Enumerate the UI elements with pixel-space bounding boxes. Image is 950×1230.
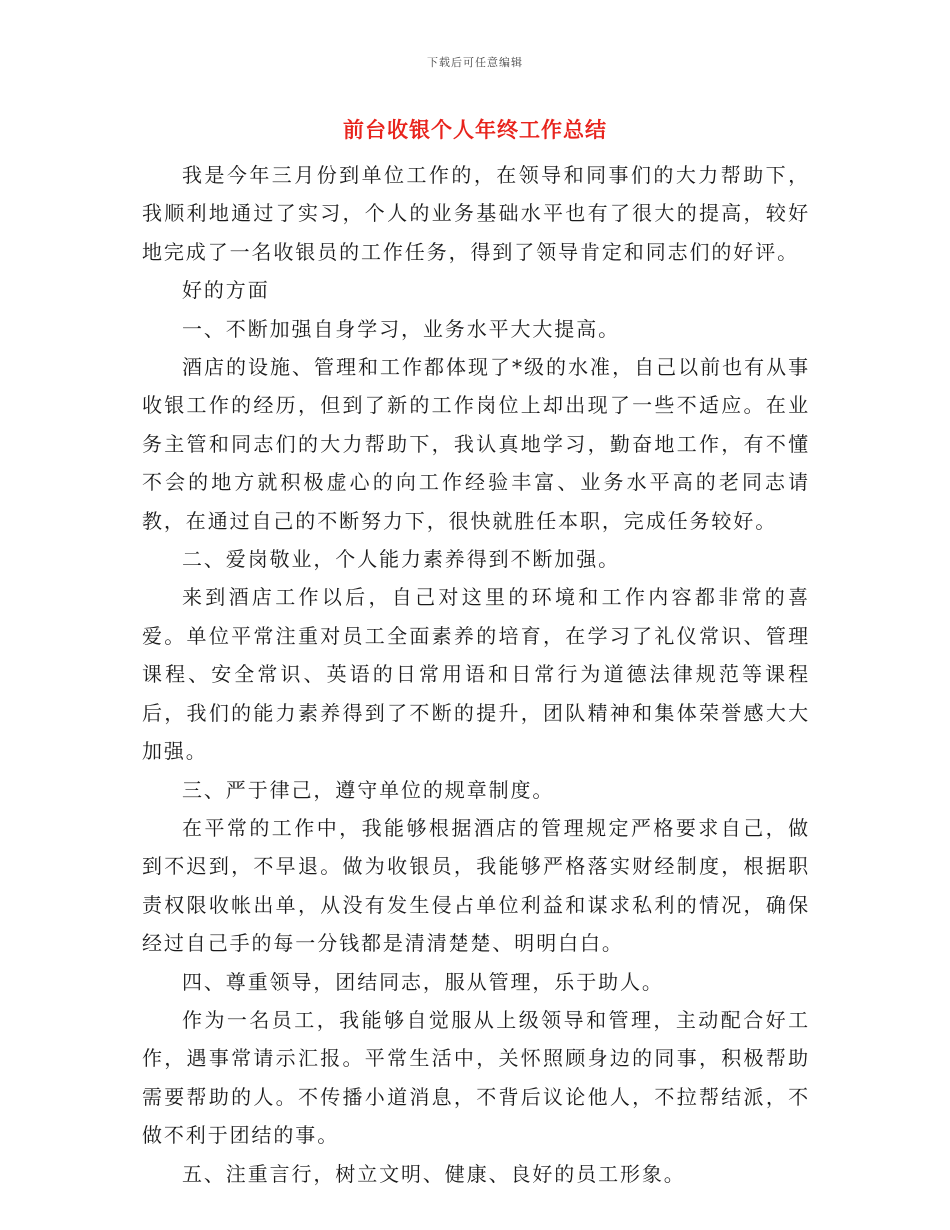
document-title: 前台收银个人年终工作总结 (343, 117, 607, 142)
page-header-note: 下载后可任意编辑 (427, 56, 523, 69)
section-heading-good-aspects: 好的方面 (182, 278, 270, 303)
item-heading-1: 一、不断加强自身学习，业务水平大大提高。 (182, 316, 620, 341)
item-heading-4: 四、尊重领导，团结同志，服从管理，乐于助人。 (182, 969, 664, 994)
item-heading-5: 五、注重言行，树立文明、健康、良好的员工形象。 (182, 1161, 686, 1186)
item-heading-3: 三、严于律己，遵守单位的规章制度。 (182, 777, 555, 802)
item-heading-2: 二、爱岗敬业，个人能力素养得到不断加强。 (182, 547, 620, 572)
paragraph-2: 来到酒店工作以后，自己对这里的环境和工作内容都非常的喜爱。单位平常注重对员工全面素养的培育，在学习了礼仪常识、管理课程、安全常识、英语的日常用语和日常行为道德法律规范等课程后，我们的能力素养得到了不断的提升，团队精神和集体荣誉感大大加强。 (142, 585, 810, 764)
paragraph-4: 作为一名员工，我能够自觉服从上级领导和管理，主动配合好工作，遇事常请示汇报。平常生活中，关怀照顾身边的同事，积极帮助需要帮助的人。不传播小道消息，不背后议论他人，不拉帮结派，不做不利于团结的事。 (142, 1007, 810, 1148)
document-body (142, 156, 810, 1193)
paragraph-1: 酒店的设施、管理和工作都体现了*级的水准，自己以前也有从事收银工作的经历，但到了新的工作岗位上却出现了一些不适应。在业务主管和同志们的大力帮助下，我认真地学习，勤奋地工作，有不懂不会的地方就积极虚心的向工作经验丰富、业务水平高的老同志请教，在通过自己的不断努力下，很快就胜任本职，完成任务较好。 (142, 355, 810, 533)
paragraph-3: 在平常的工作中，我能够根据酒店的管理规定严格要求自己，做到不迟到，不早退。做为收银员，我能够严格落实财经制度，根据职责权限收帐出单，从没有发生侵占单位利益和谋求私利的情况，确保经过自己手的每一分钱都是清清楚楚、明明白白。 (142, 815, 810, 956)
paragraph-intro: 我是今年三月份到单位工作的，在领导和同事们的大力帮助下，我顺利地通过了实习，个人的业务基础水平也有了很大的提高，较好地完成了一名收银员的工作任务，得到了领导肯定和同志们的好评。 (142, 163, 810, 264)
